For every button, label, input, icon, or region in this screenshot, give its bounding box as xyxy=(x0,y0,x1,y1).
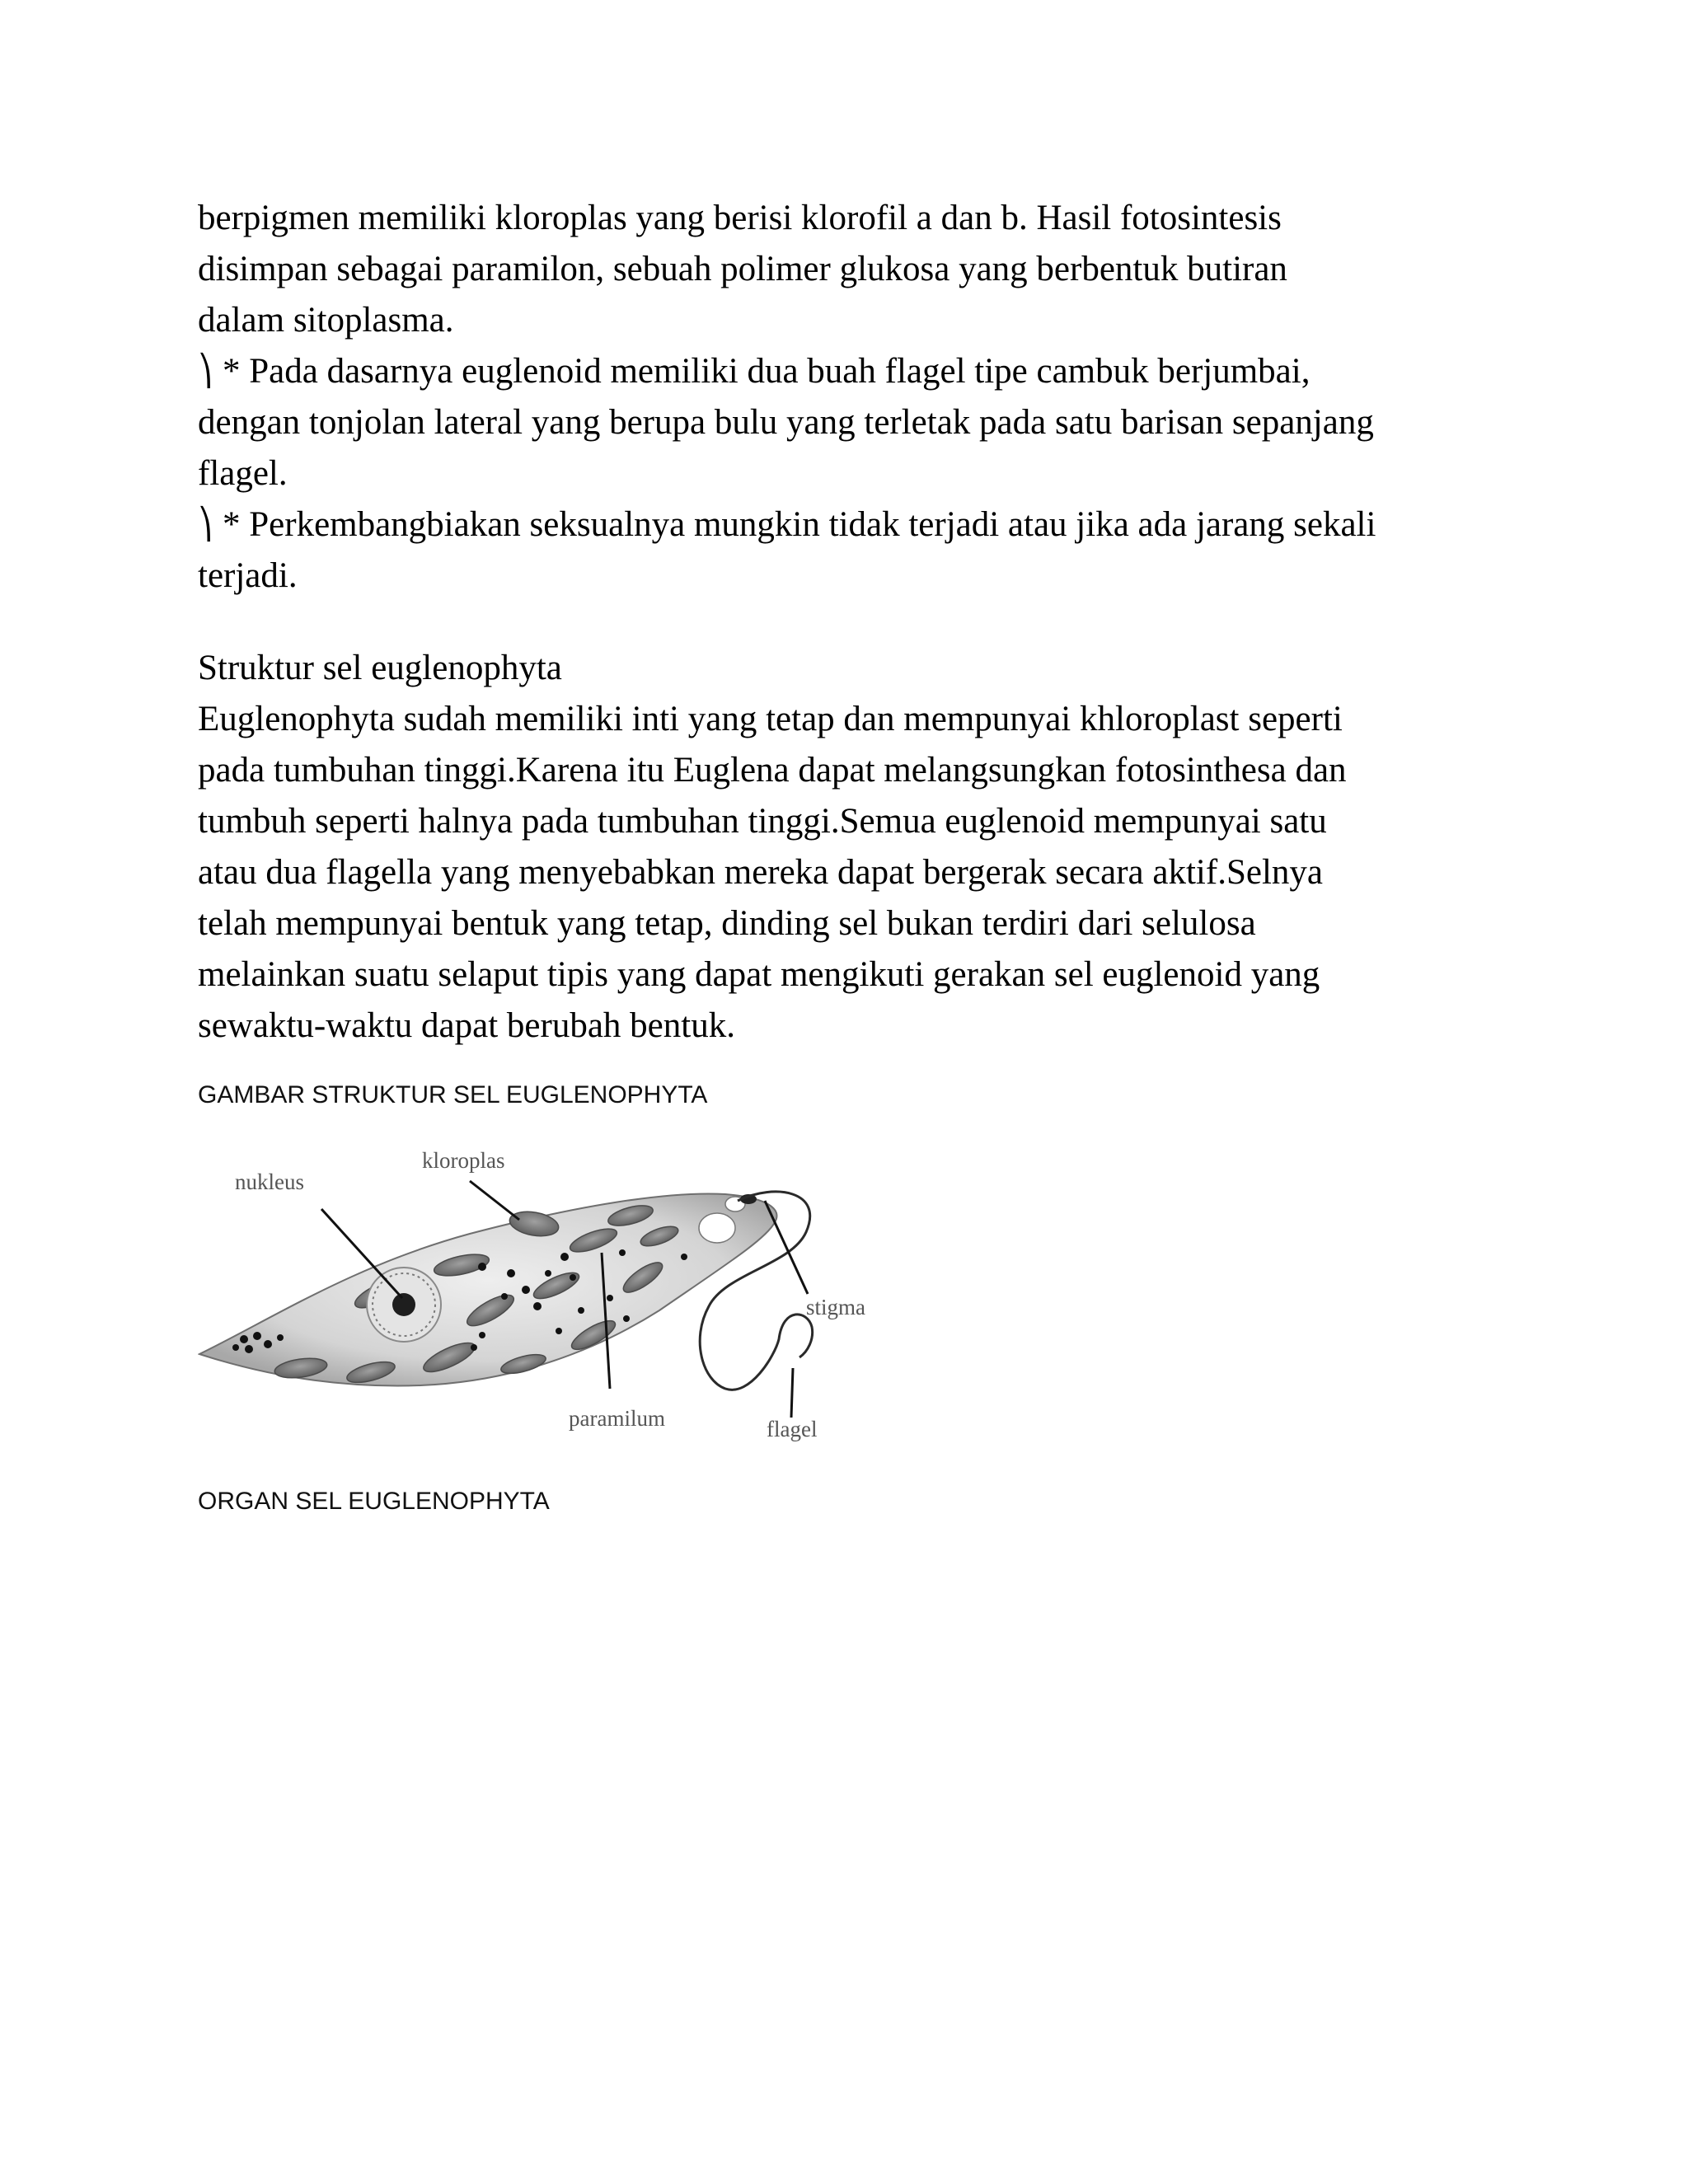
paragraph-line: dalam sitoplasma. xyxy=(198,301,454,340)
paragraph-line: sewaktu-waktu dapat berubah bentuk. xyxy=(198,1006,735,1045)
bullet-text: * Perkembangbiakan seksualnya mungkin tidak terjadi atau jika ada jarang sekali xyxy=(223,505,1376,544)
paragraph-line: telah mempunyai bentuk yang tetap, dinding sel bukan terdiri dari selulosa xyxy=(198,904,1256,943)
paragraph-line: atau dua flagella yang menyebabkan mereka dapat bergerak secara aktif.Selnya xyxy=(198,853,1323,892)
paragraph-line: terjadi. xyxy=(198,556,298,595)
label-nukleus: nukleus xyxy=(235,1169,304,1194)
paragraph-line: tumbuh seperti halnya pada tumbuhan tinggi.Semua euglenoid mempunyai satu xyxy=(198,802,1327,841)
bottom-caption: ORGAN SEL EUGLENOPHYTA xyxy=(198,1488,550,1515)
bullet-item xyxy=(198,499,1376,551)
paragraph-line: melainkan suatu selaput tipis yang dapat mengikuti gerakan sel euglenoid yang xyxy=(198,955,1320,994)
paragraph-line: berpigmen memiliki kloroplas yang berisi klorofil a dan b. Hasil fotosintesis xyxy=(198,199,1282,237)
paragraph-line: flagel. xyxy=(198,454,288,493)
label-kloroplas: kloroplas xyxy=(422,1148,505,1173)
paragraph-line: pada tumbuhan tinggi.Karena itu Euglena dapat melangsungkan fotosinthesa dan xyxy=(198,751,1347,790)
bullet-bracket-icon: ⎞ xyxy=(198,354,213,388)
label-flagel: flagel xyxy=(767,1417,818,1441)
paragraph-line: disimpan sebagai paramilon, sebuah polimer glukosa yang berbentuk butiran xyxy=(198,250,1287,288)
figure-caption: GAMBAR STRUKTUR SEL EUGLENOPHYTA xyxy=(198,1081,708,1108)
euglena-diagram xyxy=(198,1141,907,1467)
section-title: Struktur sel euglenophyta xyxy=(198,649,562,687)
bullet-item xyxy=(198,346,1310,397)
bullet-bracket-icon: ⎞ xyxy=(198,508,213,541)
bullet-text: * Pada dasarnya euglenoid memiliki dua buah flagel tipe cambuk berjumbai, xyxy=(223,352,1311,391)
label-paramilum: paramilum xyxy=(569,1406,665,1431)
paragraph-line: dengan tonjolan lateral yang berupa bulu yang terletak pada satu barisan sepanjang xyxy=(198,403,1374,442)
cell-body xyxy=(199,1193,777,1385)
paragraph-line: Euglenophyta sudah memiliki inti yang tetap dan mempunyai khloroplast seperti xyxy=(198,700,1343,738)
label-stigma: stigma xyxy=(806,1295,865,1319)
nucleus-shape xyxy=(367,1268,441,1342)
